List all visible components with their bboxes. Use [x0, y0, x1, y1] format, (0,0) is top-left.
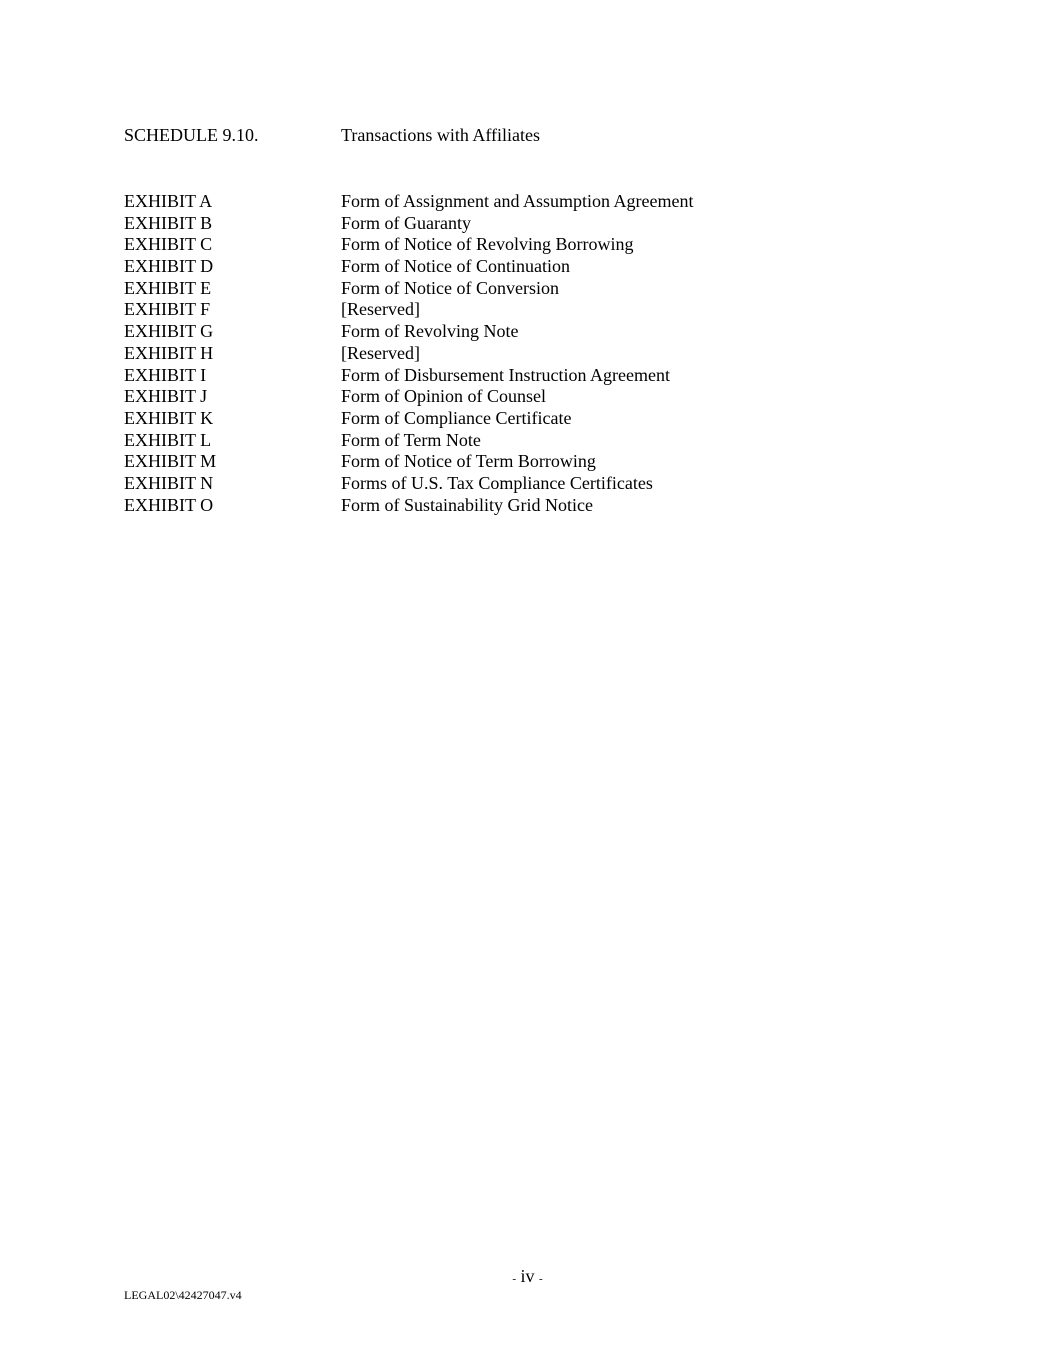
- exhibit-label: EXHIBIT I: [124, 364, 207, 385]
- exhibit-label: EXHIBIT G: [124, 321, 214, 342]
- exhibit-row: [124, 364, 924, 386]
- exhibit-label: EXHIBIT E: [124, 277, 212, 298]
- exhibit-row: [124, 342, 924, 364]
- page-number: [0, 1265, 1055, 1290]
- exhibit-label: EXHIBIT C: [124, 234, 213, 255]
- exhibit-label: EXHIBIT D: [124, 256, 214, 277]
- exhibit-label: EXHIBIT L: [124, 429, 212, 450]
- exhibit-label: EXHIBIT J: [124, 386, 208, 407]
- exhibit-label: EXHIBIT A: [124, 191, 213, 211]
- exhibit-row: [124, 320, 924, 342]
- exhibit-row: [124, 255, 924, 277]
- exhibit-label: EXHIBIT H: [124, 342, 214, 363]
- exhibit-row: [124, 233, 924, 255]
- exhibit-row: [124, 407, 924, 429]
- exhibit-title: Form of Notice of Revolving Borrowing: [341, 234, 634, 255]
- exhibit-title: Form of Term Note: [341, 429, 481, 450]
- exhibit-title: Form of Guaranty: [341, 212, 471, 233]
- exhibit-title: Form of Sustainability Grid Notice: [341, 494, 593, 515]
- exhibit-title: Form of Notice of Conversion: [341, 277, 559, 298]
- schedule-entry: [124, 124, 924, 146]
- exhibit-row: [124, 494, 924, 516]
- exhibit-row: [124, 385, 924, 407]
- schedule-label: SCHEDULE 9.10.: [124, 125, 259, 145]
- exhibit-row: [124, 450, 924, 472]
- exhibit-row: [124, 472, 924, 494]
- exhibit-row: [124, 212, 924, 234]
- document-id: LEGAL02\42427047.v4: [124, 1288, 242, 1302]
- exhibit-title: Form of Opinion of Counsel: [341, 386, 546, 407]
- exhibit-title: Form of Compliance Certificate: [341, 407, 572, 428]
- page-number-dash-right: -: [539, 1273, 543, 1285]
- exhibit-label: EXHIBIT O: [124, 494, 214, 515]
- exhibit-title: [Reserved]: [341, 342, 420, 363]
- exhibit-title: Form of Assignment and Assumption Agreement: [341, 191, 694, 211]
- exhibit-row: [124, 190, 924, 212]
- page-number-dash-left: -: [512, 1273, 516, 1285]
- exhibit-title: Form of Notice of Continuation: [341, 256, 570, 277]
- exhibit-label: EXHIBIT K: [124, 407, 214, 428]
- exhibit-title: Form of Notice of Term Borrowing: [341, 451, 596, 472]
- page-number-value: iv: [520, 1266, 535, 1286]
- exhibit-title: Forms of U.S. Tax Compliance Certificates: [341, 472, 653, 493]
- exhibit-label: EXHIBIT F: [124, 299, 211, 320]
- exhibit-row: [124, 429, 924, 451]
- exhibit-title: Form of Revolving Note: [341, 321, 519, 342]
- exhibit-list: [124, 190, 924, 515]
- exhibit-label: EXHIBIT B: [124, 212, 213, 233]
- exhibit-title: [Reserved]: [341, 299, 420, 320]
- schedule-title: Transactions with Affiliates: [341, 125, 540, 145]
- exhibit-row: [124, 298, 924, 320]
- exhibit-label: EXHIBIT N: [124, 472, 214, 493]
- exhibit-label: EXHIBIT M: [124, 451, 217, 472]
- exhibit-row: [124, 277, 924, 299]
- exhibit-title: Form of Disbursement Instruction Agreement: [341, 364, 670, 385]
